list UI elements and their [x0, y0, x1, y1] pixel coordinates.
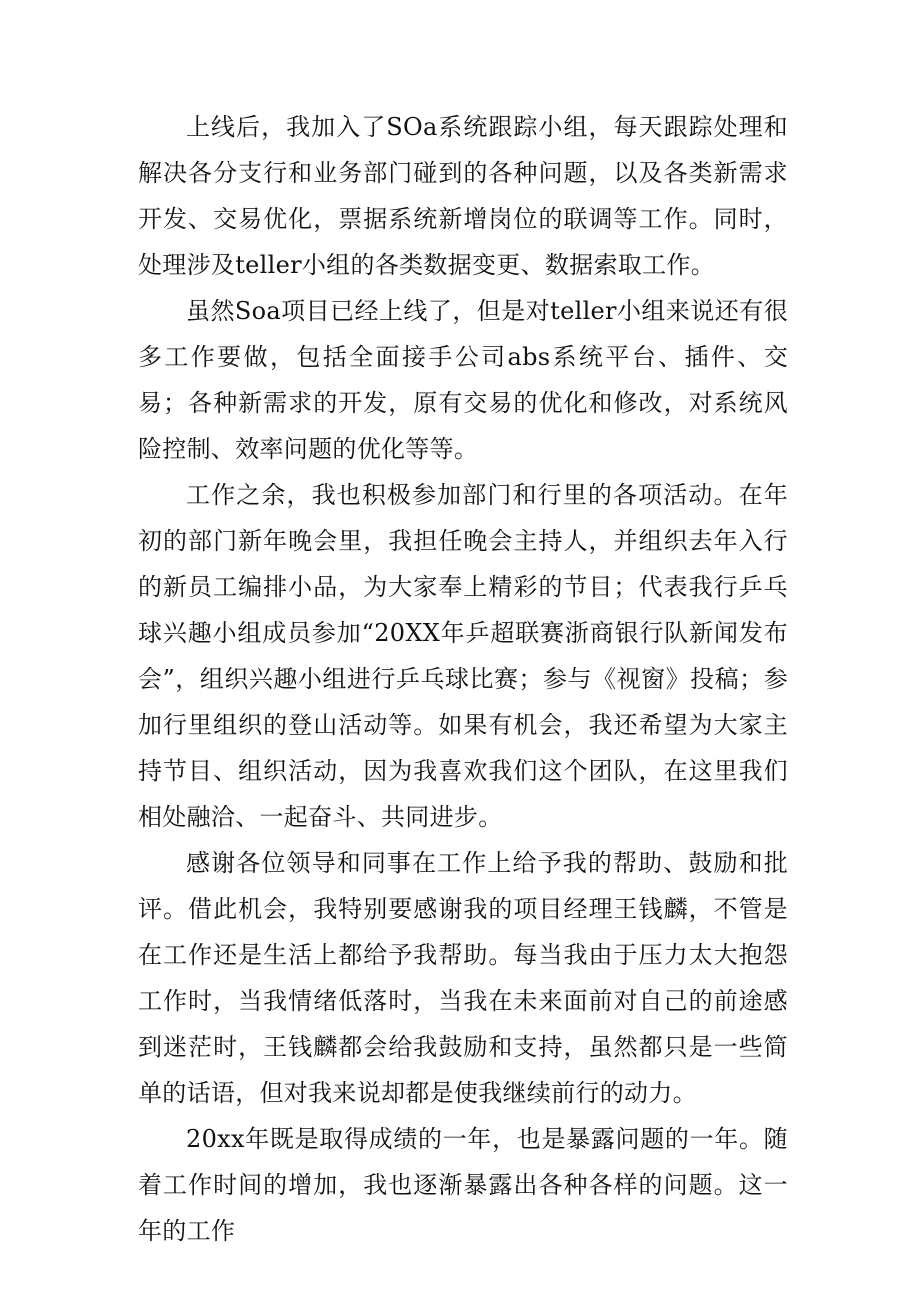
paragraph-activities: 工作之余，我也积极参加部门和行里的各项活动。在年初的部门新年晚会里，我担任晚会主持人，并组织去年入行的新员工编排小品，为大家奉上精彩的节目；代表我行乒乓球兴趣小组成员参加“20XX年乒超联赛浙商银行队新闻发布会”，组织兴趣小组进行乒乓球比赛；参与《视窗》投稿；参加行里组织的登山活动等。如果有机会，我还希望为大家主持节目、组织活动，因为我喜欢我们这个团队，在这里我们相处融洽、一起奋斗、共同进步。 — [138, 481, 788, 831]
paragraph-year-review: 20xx年既是取得成绩的一年，也是暴露问题的一年。随着工作时间的增加，我也逐渐暴露出各种各样的问题。这一年的工作 — [138, 1125, 788, 1245]
document-body — [138, 104, 788, 1254]
paragraph-soa-tracking: 上线后，我加入了SOa系统跟踪小组，每天跟踪处理和解决各分支行和业务部门碰到的各种问题，以及各类新需求开发、交易优化，票据系统新增岗位的联调等工作。同时，处理涉及teller小组的各类数据变更、数据索取工作。 — [138, 113, 788, 279]
paragraph-thanks: 感谢各位领导和同事在工作上给予我的帮助、鼓励和批评。借此机会，我特别要感谢我的项目经理王钱麟，不管是在工作还是生活上都给予我帮助。每当我由于压力太大抱怨工作时，当我情绪低落时，当我在未来面前对自己的前途感到迷茫时，王钱麟都会给我鼓励和支持，虽然都只是一些简单的话语，但对我来说却都是使我继续前行的动力。 — [138, 849, 788, 1107]
paragraph-teller-work: 虽然Soa项目已经上线了，但是对teller小组来说还有很多工作要做，包括全面接手公司abs系统平台、插件、交易；各种新需求的开发，原有交易的优化和修改，对系统风险控制、效率问题的优化等等。 — [138, 297, 788, 463]
